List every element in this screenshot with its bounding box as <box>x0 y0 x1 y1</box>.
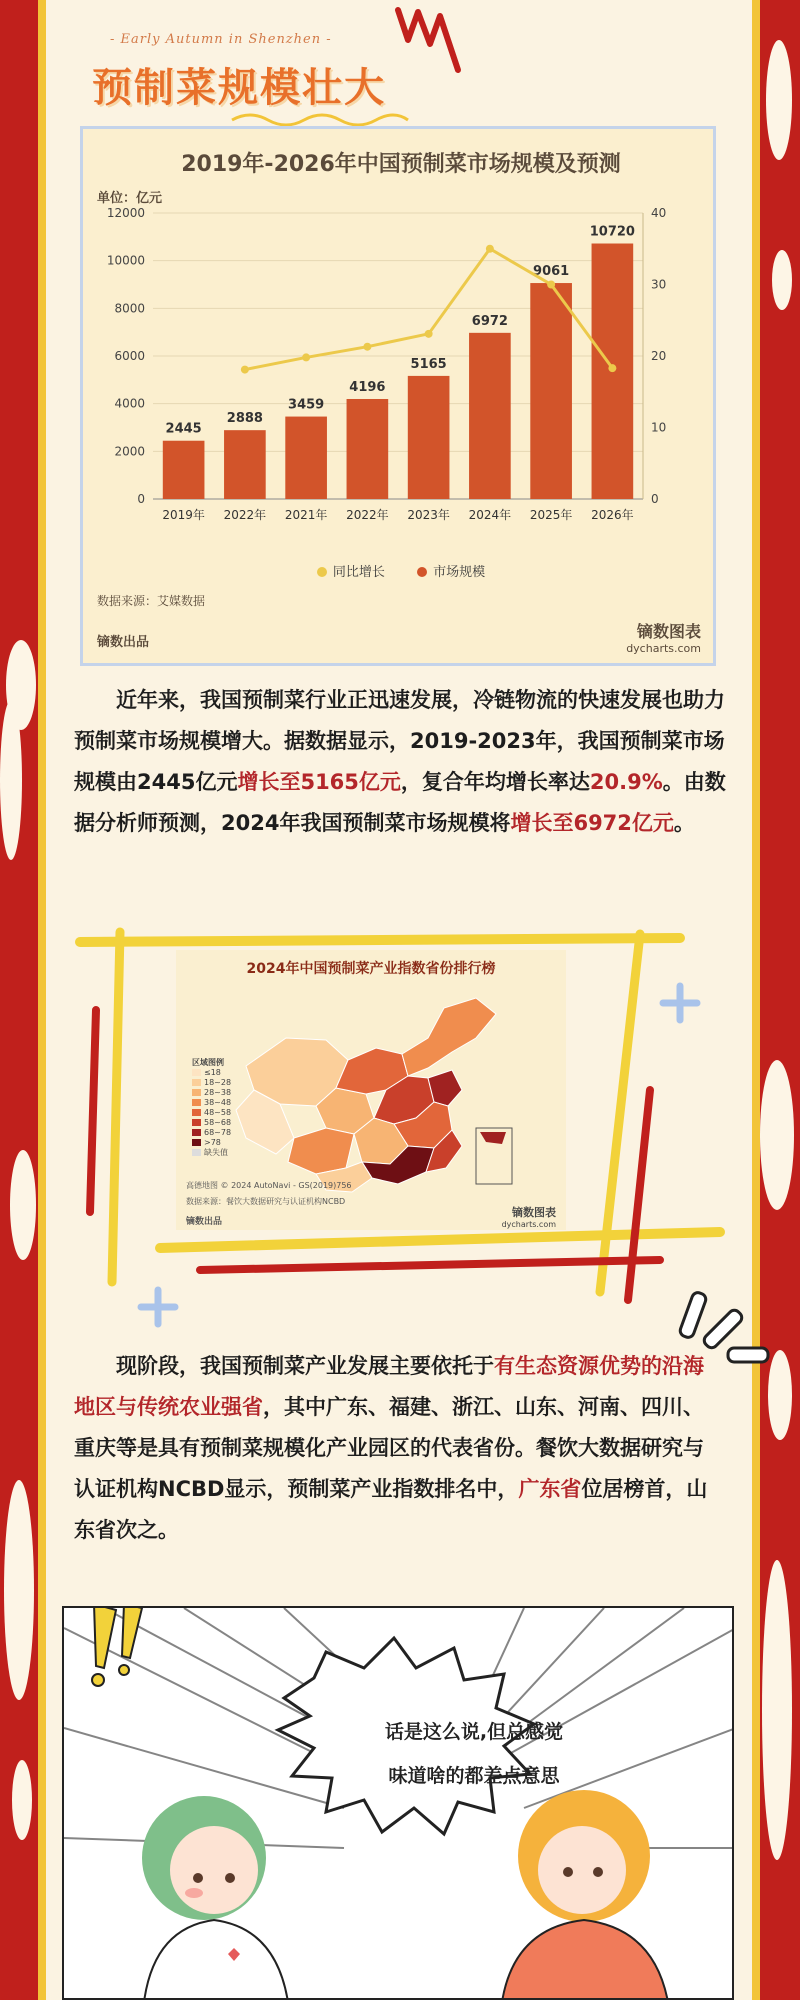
map-source: 数据来源：餐饮大数据研究与认证机构NCBD <box>186 1197 346 1206</box>
map-credit: 镝数出品 <box>186 1217 223 1227</box>
bar-value-label: 6972 <box>471 313 508 329</box>
chart-brand <box>626 619 701 655</box>
x-tick-label: 2019年 <box>162 508 205 522</box>
y-tick-label: 0 <box>137 492 145 506</box>
map-legend-swatch <box>192 1079 201 1086</box>
y2-tick-label: 30 <box>651 277 667 292</box>
x-tick-label: 2024年 <box>468 508 512 522</box>
bar <box>285 417 327 499</box>
map-legend-title: 区域图例 <box>192 1058 224 1067</box>
x-tick-label: 2023年 <box>407 508 450 522</box>
para2-highlight-2: 广东省 <box>518 1477 582 1501</box>
para1-highlight-2: 20.9% <box>589 770 663 794</box>
map-legend-item <box>192 1108 252 1118</box>
map-brand-name: 镝数图表 <box>512 1206 556 1219</box>
y-tick-label: 2000 <box>114 444 145 459</box>
y-tick-label: 12000 <box>106 206 145 220</box>
para1-text-1: 近年来，我国预制菜行业正迅速发展，冷链物流的快速发展也助力预制菜市场规模增大。据数据显示，2019-2023年，我国预制菜市场规模由2445亿元 <box>74 688 725 794</box>
legend-item-growth <box>317 561 385 580</box>
map-legend-label: ≤18 <box>204 1068 221 1077</box>
bar-value-label: 10720 <box>589 224 635 240</box>
title-swirl-decoration <box>378 0 468 90</box>
bar-value-label: 3459 <box>288 397 325 413</box>
growth-point <box>547 281 555 289</box>
x-tick-label: 2022年 <box>223 508 267 522</box>
legend-dot-size <box>417 567 427 577</box>
map-legend-item <box>192 1098 252 1108</box>
chart-unit: 单位：亿元 <box>97 191 163 206</box>
para1-text-4: 。 <box>673 811 695 835</box>
map-legend-label: >78 <box>204 1138 221 1147</box>
map-legend-label: 缺失值 <box>204 1148 228 1157</box>
x-tick-label: 2022年 <box>346 508 389 522</box>
subtitle-english: - Early Autumn in Shenzhen - <box>110 32 332 47</box>
para1-highlight-1: 增长至5165亿元 <box>237 770 401 794</box>
speech-bubble-text <box>364 1710 584 1798</box>
growth-point <box>302 353 310 361</box>
bar <box>163 441 205 499</box>
chart-plot <box>83 169 719 589</box>
y-tick-label: 8000 <box>114 301 145 316</box>
bar <box>530 283 572 499</box>
map-brand-site: dycharts.com <box>501 1220 556 1229</box>
map-legend-label: 68~78 <box>204 1128 232 1137</box>
map-legend-swatch <box>192 1129 201 1136</box>
bar-value-label: 2888 <box>226 411 263 427</box>
map-legend-label: 28~38 <box>204 1088 232 1097</box>
para2-text-3: 位居榜首，山东省次之。 <box>74 1477 708 1542</box>
map-legend-swatch <box>192 1139 201 1146</box>
map-legend-swatch <box>192 1109 201 1116</box>
map-legend-label: 48~58 <box>204 1108 232 1117</box>
map-legend-label: 18~28 <box>204 1078 232 1087</box>
map-legend-swatch <box>192 1069 201 1076</box>
chart-source: 数据来源：艾媒数据 <box>97 594 206 608</box>
y2-tick-label: 10 <box>651 420 667 435</box>
para1-text-3: 。由数据分析师预测，2024年我国预制菜市场规模将 <box>74 770 726 835</box>
chart-brand-site: dycharts.com <box>626 642 701 655</box>
x-tick-label: 2025年 <box>529 508 573 522</box>
map-copyright: 高德地图 © 2024 AutoNavi - GS(2019)756 <box>186 1181 352 1190</box>
map-legend <box>192 1058 252 1158</box>
growth-point <box>608 364 616 372</box>
growth-point <box>486 245 494 253</box>
map-brand <box>502 1204 556 1229</box>
map-legend-item <box>192 1088 252 1098</box>
chart-brand-name: 镝数图表 <box>636 622 701 641</box>
para2-text-2: ，其中广东、福建、浙江、山东、河南、四川、重庆等是具有预制菜规模化产业园区的代表省份。餐饮大数据研究与认证机构NCBD显示，预制菜产业指数排名中， <box>74 1395 704 1501</box>
chart-legend <box>83 561 719 580</box>
chart-title: 2019年-2026年中国预制菜市场规模及预测 <box>181 152 621 177</box>
bar-value-label: 5165 <box>410 356 447 372</box>
map-legend-item <box>192 1138 252 1148</box>
x-tick-label: 2026年 <box>591 508 634 522</box>
map-legend-item <box>192 1118 252 1128</box>
map-legend-item <box>192 1128 252 1138</box>
x-tick-label: 2021年 <box>284 508 328 522</box>
comic-panel <box>62 1606 734 2000</box>
chart-credit: 镝数出品 <box>97 635 150 650</box>
para2-text-1: 现阶段，我国预制菜产业发展主要依托于 <box>116 1354 494 1378</box>
shout-lines-decoration <box>668 1282 778 1382</box>
growth-point <box>241 366 249 374</box>
y-tick-label: 6000 <box>114 349 145 363</box>
bar <box>224 430 266 499</box>
province-index-map <box>176 950 566 1230</box>
map-legend-label: 38~48 <box>204 1098 232 1107</box>
growth-point <box>425 330 433 338</box>
bar-value-label: 2445 <box>165 421 202 437</box>
y-tick-label: 10000 <box>106 253 145 268</box>
market-size-chart <box>80 126 716 666</box>
bar <box>408 376 450 499</box>
map-legend-swatch <box>192 1119 201 1126</box>
bar-value-label: 4196 <box>349 379 386 395</box>
bar <box>347 399 389 499</box>
map-legend-swatch <box>192 1149 201 1156</box>
map-title: 2024年中国预制菜产业指数省份排行榜 <box>246 961 496 977</box>
map-legend-item <box>192 1148 252 1158</box>
y2-tick-label: 40 <box>651 206 667 220</box>
y2-tick-label: 20 <box>651 349 667 363</box>
legend-label-growth: 同比增长 <box>332 565 385 580</box>
legend-dot-growth <box>317 567 327 577</box>
paragraph-market <box>74 680 730 844</box>
comic-illustration <box>64 1608 734 2000</box>
speech-line-1: 话是这么说,但总感觉 <box>384 1721 564 1743</box>
para1-text-2: ，复合年均增长率达 <box>400 770 590 794</box>
page-title: 预制菜规模壮大 <box>92 65 386 111</box>
legend-label-size: 市场规模 <box>433 565 486 580</box>
y2-tick-label: 0 <box>651 492 659 506</box>
bar-value-label: 9061 <box>533 264 570 280</box>
legend-item-size <box>417 561 485 580</box>
map-legend-swatch <box>192 1099 201 1106</box>
bar <box>469 333 511 499</box>
speech-line-2: 味道啥的都差点意思 <box>388 1765 560 1787</box>
map-legend-swatch <box>192 1089 201 1096</box>
para2-highlight-1: 有生态资源优势的沿海地区与传统农业强省 <box>74 1354 704 1419</box>
y-tick-label: 4000 <box>114 396 145 411</box>
map-legend-item <box>192 1068 252 1078</box>
map-legend-item <box>192 1078 252 1088</box>
map-legend-label: 58~68 <box>204 1118 232 1127</box>
growth-point <box>363 343 371 351</box>
paragraph-industry <box>74 1346 710 1551</box>
para1-highlight-3: 增长至6972亿元 <box>510 811 674 835</box>
